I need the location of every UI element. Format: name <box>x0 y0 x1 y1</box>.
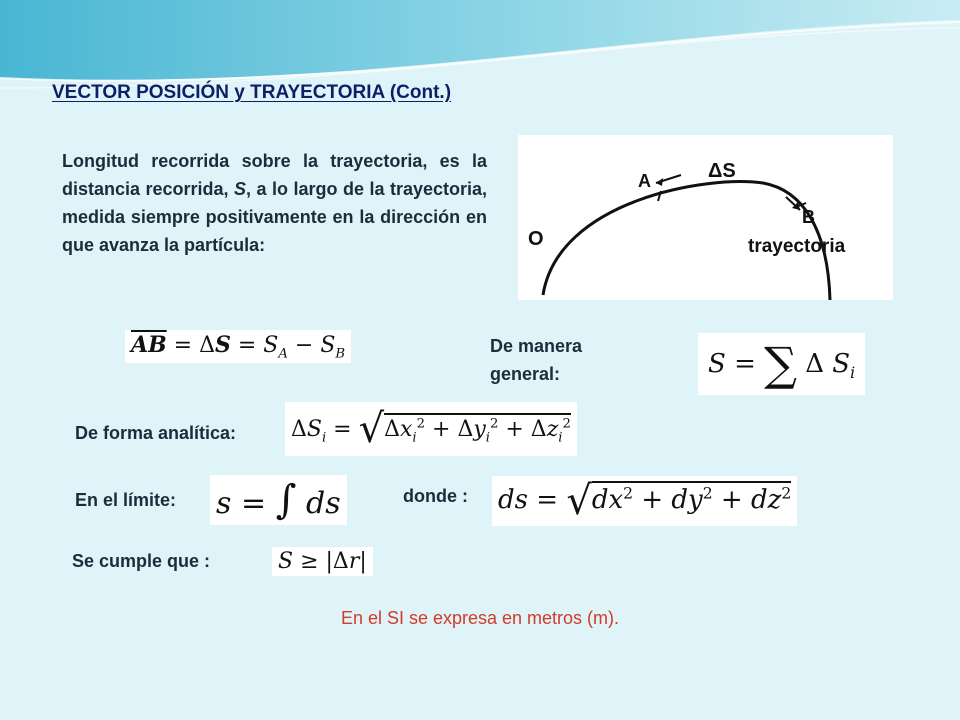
label-delta-s: ΔS <box>708 160 736 182</box>
formula-sum: S = ∑ Δ $S_i$ <box>698 333 865 395</box>
label-a: A <box>638 171 651 191</box>
label-donde: donde : <box>403 486 468 506</box>
trajectory-diagram <box>518 135 893 300</box>
label-general: De manera general: <box>490 336 583 384</box>
formula-integral: s = ∫ ds <box>210 475 347 525</box>
label-b: B <box>802 207 815 227</box>
intro-paragraph <box>62 147 487 259</box>
formula-inequality: S ≥ |Δr| <box>272 547 373 576</box>
formula-ab: $\overline{AB} = \Delta S = S_A - S_B$ <box>125 330 351 363</box>
label-limite: En el límite: <box>75 490 177 510</box>
slide-title: VECTOR POSICIÓN y TRAYECTORIA (Cont.) <box>52 82 452 103</box>
intro-text-2: , a lo largo de la trayectoria, medida siempre positivamente en la dirección en que avanza la partícula: <box>62 179 487 255</box>
si-units-note: En el SI se expresa en metros (m). <box>340 608 620 628</box>
formula-analytic: $\Delta S_i = √\Delta x_i^2 + \Delta y_i^2 + \Delta z_i^2$ <box>285 402 577 456</box>
label-o: O <box>528 228 544 250</box>
label-trayectoria: trayectoria <box>748 236 846 257</box>
intro-text-1: Longitud recorrida sobre la trayectoria, es la distancia recorrida, <box>62 151 487 199</box>
formula-ds: ds = $√dx^2 + dy^2 + dz^2$ <box>492 476 797 526</box>
intro-s-symbol: S <box>234 179 247 199</box>
label-analitica: De forma analítica: <box>75 423 237 443</box>
label-cumple: Se cumple que : <box>72 551 211 571</box>
trajectory-figure <box>518 135 893 300</box>
